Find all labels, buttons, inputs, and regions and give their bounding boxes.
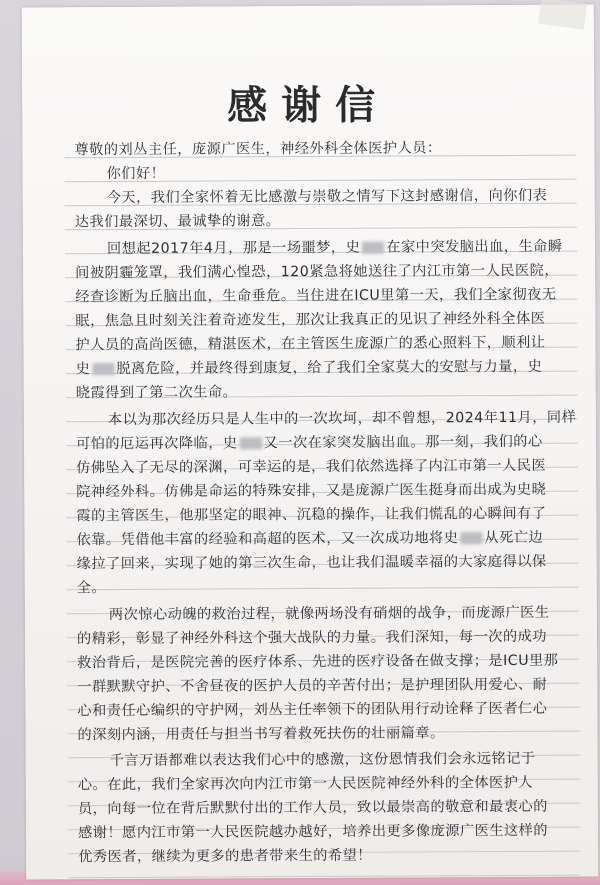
paragraph-4-line-3: 救治背后，是医院完善的医疗体系、先进的医疗设备在做支撑；是ICU里那	[77, 652, 559, 672]
paragraph-3-line-7: 缘拉了回来，实现了她的第三次生命，也让我们温暖幸福的大家庭得以保	[76, 553, 547, 573]
paragraph-3-line-4: 院神经外科。仿佛是命运的特殊安排，又是庞源广医生挺身而出成为史晓	[76, 481, 547, 501]
paragraph-5-line-1: 千言万语都难以表达我们心中的感激，这份恩情我们会永远铭记于	[109, 750, 536, 770]
salutation: 尊敬的刘丛主任，庞源广医生，神经外科全体医护人员：	[74, 140, 442, 159]
paragraph-5-line-3: 员，向每一位在背后默默付出的工作人员，致以最崇高的敬意和最衷心的	[77, 798, 548, 818]
redacted-name	[362, 242, 384, 254]
paragraph-5-line-4: 感谢！愿内江市第一人民医院越办越好，培养出更多像庞源广医生这样的	[78, 822, 549, 842]
paragraph-4-line-2: 的精彩，彰显了神经外科这个强大战队的力量。我们深知，每一次的成功	[76, 628, 548, 648]
paragraph-1-line-1: 今天，我们全家怀着无比感激与崇敬之情写下这封感谢信，向你们表	[106, 187, 548, 207]
paragraph-2-line-3: 经查诊断为丘脑出血，生命垂危。当住进在ICU里第一天，我们全家彻夜无	[75, 286, 557, 306]
redacted-name	[460, 532, 482, 544]
paragraph-4-line-6: 的深刻内涵，用责任与担当书写着救死扶伤的壮丽篇章。	[77, 725, 445, 744]
paragraph-3-line-1: 本以为那次经历只是人生中的一次坎坷，却不曾想，2024年11月，同样	[107, 409, 577, 429]
paragraph-2-line-2: 间被阴霾笼罩，我们满心惶恐，120紧急将她送往了内江市第一人民医院，	[75, 262, 560, 282]
paragraph-1-line-2: 达我们最深切、最诚挚的谢意。	[74, 213, 281, 231]
paragraph-2-line-6: 史 脱离危险，并最终得到康复，给了我们全家莫大的安慰与力量，史	[75, 358, 543, 378]
paragraph-2-line-1: 回想起2017年4月，那是一场噩梦，史 在家中突发脑出血，生命瞬	[106, 238, 563, 258]
paragraph-4-line-5: 心和责任心编织的守护网，刘丛主任率领下的团队用行动诠释了医者仁心	[77, 700, 548, 720]
letter-title: 感谢信	[227, 81, 390, 130]
paragraph-5-line-5: 优秀医者，继续为更多的患者带来生的希望！	[78, 847, 372, 866]
paragraph-2-line-5: 护人员的高尚医德，精湛医术，在主管医生庞源广的悉心照料下，顺利让	[75, 334, 546, 354]
redacted-name	[240, 437, 262, 449]
paragraph-3-line-3: 仿佛坠入了无尽的深渊，可幸运的是，我们依然选择了内江市第一人民医	[76, 457, 547, 477]
ruled-line	[67, 587, 579, 591]
paragraph-2-line-4: 眠，焦急且时刻关注着奇迹发生，那次让我真正的见识了神经外科全体医	[75, 310, 546, 330]
paragraph-3-line-2: 可怕的厄运再次降临，史 又一次在家突发脑出血。那一刻，我们的心	[75, 433, 543, 453]
paragraph-2-line-7: 晓霞得到了第二次生命。	[75, 384, 238, 402]
paragraph-3-line-8: 全。	[76, 580, 107, 597]
paragraph-4-line-1: 两次惊心动魄的救治过程，就像两场没有硝烟的战争，而庞源广医生	[108, 604, 550, 624]
paragraph-4-line-4: 一群默默守护、不舍昼夜的医护人员的辛苦付出；是护理团队用爱心、耐	[77, 676, 548, 696]
paragraph-5-line-2: 心。在此，我们全家再次向内江市第一人民医院神经外科的全体医护人	[77, 774, 534, 794]
paragraph-3-line-6: 依靠。凭借他丰富的经验和高超的医术，又一次成功地将史 从死亡边	[76, 529, 544, 549]
redacted-name	[92, 363, 114, 375]
letter-paper	[22, 5, 599, 880]
paragraph-3-line-5: 霞的主管医生，他那坚定的眼神、沉稳的操作，让我们慌乱的心瞬间有了	[76, 505, 547, 525]
greeting: 你们好！	[106, 165, 166, 183]
